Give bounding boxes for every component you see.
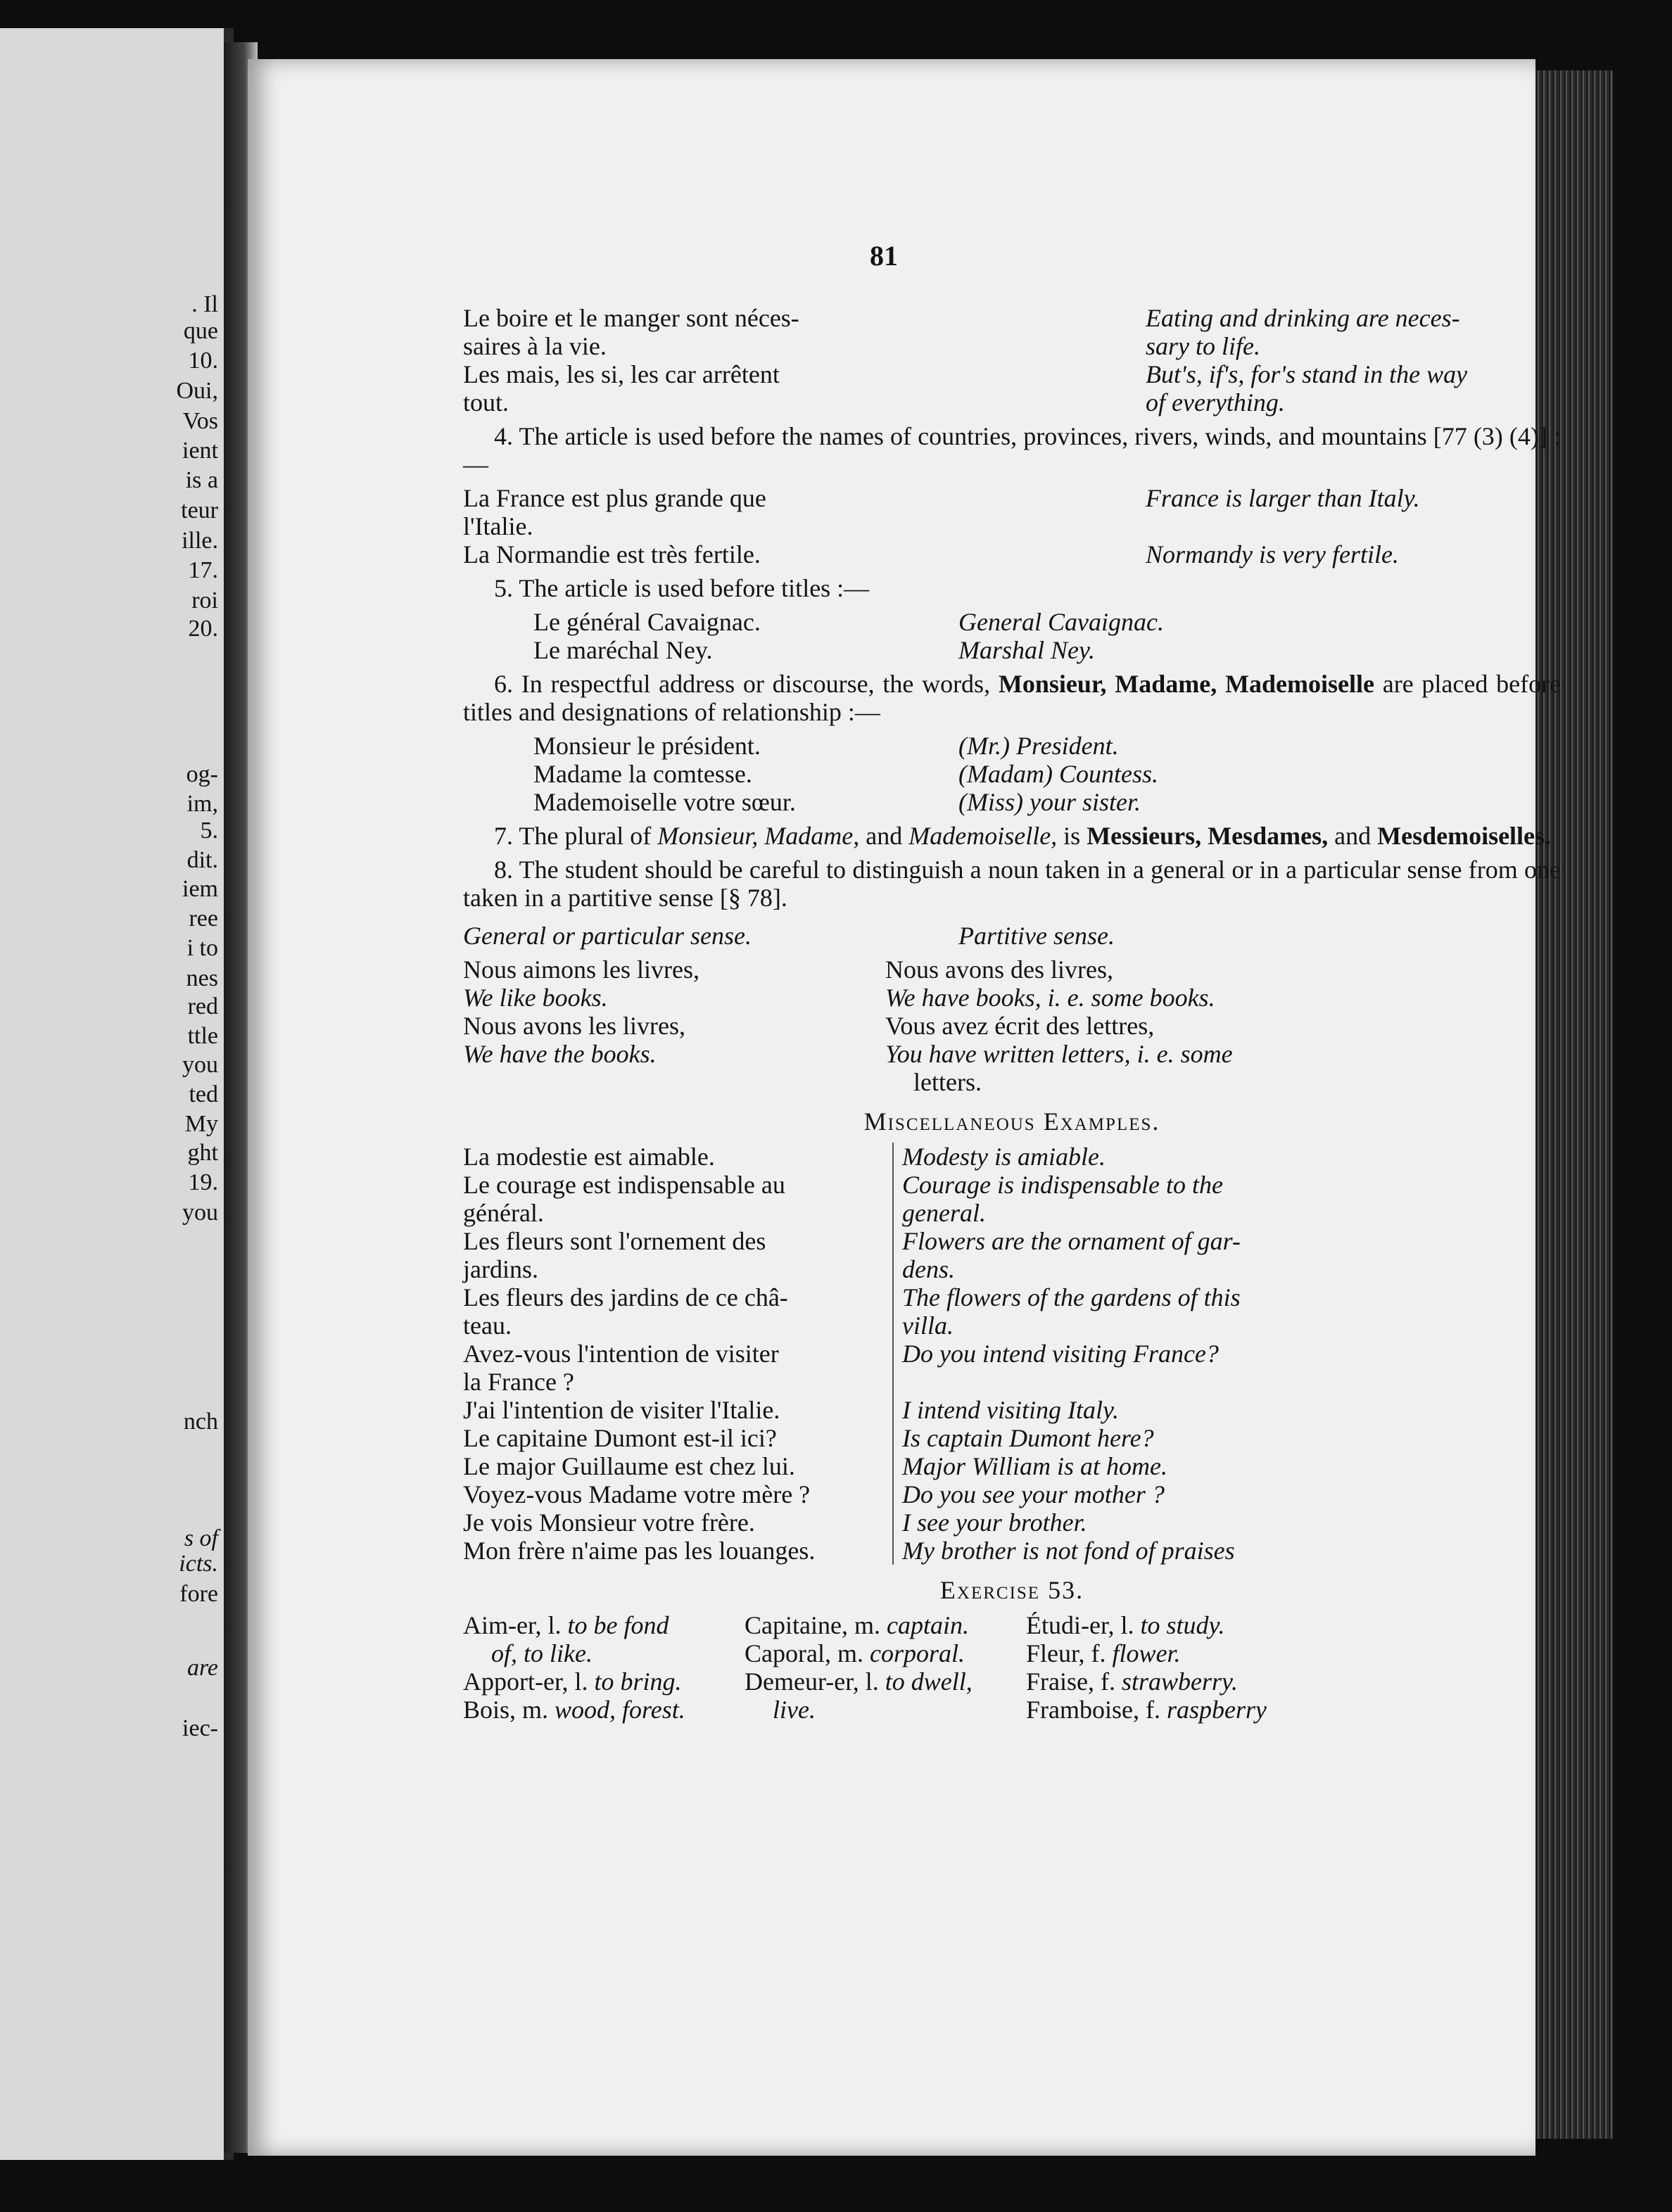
misc-examples xyxy=(463,1143,1561,1565)
facing-page-fragment: iec- xyxy=(182,1715,218,1741)
facing-page-fragment: My xyxy=(184,1111,218,1137)
vocab-meaning: to be fond xyxy=(561,1611,669,1639)
example-row xyxy=(463,304,1561,332)
french-text: Les fleurs des jardins de ce châ- xyxy=(463,1283,894,1311)
para7-is: is xyxy=(1063,822,1081,850)
facing-page-fragment: ght xyxy=(187,1140,218,1166)
vocab-meaning: to bring. xyxy=(588,1667,682,1696)
paragraph-5: 5. The article is used before titles :— xyxy=(494,574,870,602)
english-text: Is captain Dumont here? xyxy=(902,1424,1154,1452)
facing-page-fragment: og- xyxy=(186,761,218,787)
facing-page-fragment: ted xyxy=(189,1081,218,1107)
facing-page-fragment: Vos xyxy=(182,408,218,434)
vocab-entry xyxy=(463,1696,745,1724)
facing-page-fragment: nes xyxy=(186,965,218,991)
title-examples xyxy=(463,608,1561,664)
title-row xyxy=(463,608,1561,636)
misc-row xyxy=(463,1537,1561,1565)
french-text: Le maréchal Ney. xyxy=(533,636,713,664)
english-text: My brother is not fond of praises xyxy=(902,1537,1235,1565)
address-row xyxy=(463,760,1561,788)
english-text: Eating and drinking are neces- xyxy=(1146,304,1460,332)
misc-row xyxy=(463,1340,1561,1368)
para7-italic-1: Monsieur, xyxy=(657,822,759,850)
english-text: general. xyxy=(902,1199,986,1227)
french-text: Madame la comtesse. xyxy=(533,760,752,788)
french-text: Je vois Monsieur votre frère. xyxy=(463,1508,894,1537)
facing-page-fragment: are xyxy=(186,1655,218,1681)
partitive-sense-header: Partitive sense. xyxy=(958,922,1115,950)
sense-line: Nous avons des livres, xyxy=(885,955,1113,984)
facing-page-fragment: dit. xyxy=(186,847,218,873)
para7-and: and xyxy=(866,822,903,850)
french-text: La modestie est aimable. xyxy=(463,1143,894,1171)
misc-row xyxy=(463,1396,1561,1424)
english-text xyxy=(894,1368,1307,1396)
sense-line: Vous avez écrit des lettres, xyxy=(885,1012,1155,1040)
facing-page-fragment: red xyxy=(187,993,218,1019)
misc-row xyxy=(463,1199,1561,1227)
partitive-sense-column xyxy=(885,955,1233,1096)
english-text: dens. xyxy=(902,1255,955,1283)
misc-row xyxy=(463,1508,1561,1537)
vocab-meaning: flower. xyxy=(1106,1639,1181,1667)
exercise-heading: Exercise 53. xyxy=(939,1576,1084,1604)
facing-page-fragment: you xyxy=(182,1200,218,1226)
english-text: of everything. xyxy=(1146,388,1285,417)
misc-row xyxy=(463,1480,1561,1508)
vocab-word: Fleur, f. xyxy=(1026,1639,1106,1667)
sense-line: You have written letters, i. e. some xyxy=(885,1040,1233,1068)
facing-page-fragment: teur xyxy=(181,497,218,523)
english-text: Do you see your mother ? xyxy=(902,1480,1165,1508)
vocab-meaning: live. xyxy=(773,1696,816,1724)
facing-page-fragment: que xyxy=(183,318,218,344)
facing-page-fragment: 20. xyxy=(188,616,218,642)
vocab-entry xyxy=(1026,1639,1307,1667)
page-content xyxy=(463,304,1561,1724)
example-row xyxy=(463,360,1561,388)
vocab-meaning: to study. xyxy=(1134,1611,1225,1639)
facing-page-fragment: iem xyxy=(182,876,218,902)
facing-page-fragment: . Il xyxy=(191,291,218,317)
sense-line: letters. xyxy=(913,1068,982,1096)
french-text: jardins. xyxy=(463,1255,894,1283)
facing-page-fragment: icts. xyxy=(179,1551,218,1577)
facing-page-fragment: Oui, xyxy=(176,378,218,404)
vocab-word: Apport-er, l. xyxy=(463,1667,588,1696)
address-row xyxy=(463,732,1561,760)
vocab-entry xyxy=(745,1611,1026,1639)
english-text: France is larger than Italy. xyxy=(1146,484,1420,512)
vocab-meaning: strawberry. xyxy=(1115,1667,1238,1696)
para7-italic-2: Madame, xyxy=(764,822,860,850)
french-text: Mon frère n'aime pas les louanges. xyxy=(463,1537,894,1565)
vocab-word: Étudi-er, l. xyxy=(1026,1611,1134,1639)
para6-bold-2: Madame, Mademoiselle xyxy=(1115,670,1374,698)
facing-page-fragment: s of xyxy=(184,1525,218,1551)
facing-page-fragment: 10. xyxy=(188,348,218,374)
french-text: l'Italie. xyxy=(463,512,533,540)
facing-page-fragment: 5. xyxy=(200,818,218,844)
misc-row xyxy=(463,1171,1561,1199)
sense-line: Nous aimons les livres, xyxy=(463,955,699,984)
general-sense-column xyxy=(463,955,885,1096)
english-text: Marshal Ney. xyxy=(958,636,1095,664)
para7-bold-2: Mesdemoiselles. xyxy=(1377,822,1552,850)
vocab-entry xyxy=(463,1639,745,1667)
vocab-word: Aim-er, l. xyxy=(463,1611,562,1639)
english-text: Flowers are the ornament of gar- xyxy=(902,1227,1241,1255)
address-row xyxy=(463,788,1561,816)
misc-row xyxy=(463,1255,1561,1283)
french-text: Le major Guillaume est chez lui. xyxy=(463,1452,894,1480)
sense-line: We like books. xyxy=(463,984,608,1012)
misc-row xyxy=(463,1311,1561,1340)
sense-line: We have books, i. e. some books. xyxy=(885,984,1215,1012)
vocab-word: Caporal, m. xyxy=(745,1639,863,1667)
example-row xyxy=(463,484,1561,512)
para6-bold-1: Monsieur, xyxy=(998,670,1107,698)
english-text: Major William is at home. xyxy=(902,1452,1167,1480)
english-text: (Mr.) President. xyxy=(958,732,1119,760)
english-text: The flowers of the gardens of this xyxy=(902,1283,1241,1311)
french-text: général. xyxy=(463,1199,894,1227)
sense-headers xyxy=(463,922,1561,950)
misc-row xyxy=(463,1227,1561,1255)
french-text: saires à la vie. xyxy=(463,332,607,360)
para7-italic-3: Mademoiselle, xyxy=(908,822,1058,850)
french-text: Mademoiselle votre sœur. xyxy=(533,788,796,816)
address-examples xyxy=(463,732,1561,816)
misc-heading: Miscellaneous Examples. xyxy=(863,1107,1160,1136)
sense-line: We have the books. xyxy=(463,1040,657,1068)
vocab-word: Fraise, f. xyxy=(1026,1667,1115,1696)
facing-page-fragment: ttle xyxy=(187,1023,218,1049)
vocab-meaning: raspberry xyxy=(1160,1696,1267,1724)
misc-row xyxy=(463,1452,1561,1480)
french-text: Monsieur le président. xyxy=(533,732,761,760)
french-text: Les fleurs sont l'ornement des xyxy=(463,1227,894,1255)
english-text: Modesty is amiable. xyxy=(902,1143,1106,1171)
english-text: I intend visiting Italy. xyxy=(902,1396,1119,1424)
para6-text: 6. In respectful address or discourse, the words, xyxy=(494,670,991,698)
french-text: Avez-vous l'intention de visiter xyxy=(463,1340,894,1368)
vocab-meaning: captain. xyxy=(880,1611,969,1639)
examples-b xyxy=(463,484,1561,568)
facing-page-fragment: im, xyxy=(186,791,218,817)
vocab-word: Capitaine, m. xyxy=(745,1611,880,1639)
vocab-entry xyxy=(463,1667,745,1696)
french-text: tout. xyxy=(463,388,509,417)
french-text: teau. xyxy=(463,1311,894,1340)
facing-page-fragment: nch xyxy=(183,1409,218,1435)
french-text: Le général Cavaignac. xyxy=(533,608,761,636)
english-text: General Cavaignac. xyxy=(958,608,1164,636)
facing-page-fragment: roi xyxy=(191,587,218,614)
examples-a xyxy=(463,304,1561,417)
para7-bold-1: Messieurs, Mesdames, xyxy=(1087,822,1329,850)
english-text: I see your brother. xyxy=(902,1508,1087,1537)
english-text: But's, if's, for's stand in the way xyxy=(1146,360,1468,388)
paragraph-8: 8. The student should be careful to distinguish a noun taken in a general or in a particular sense from one taken in a partitive sense [§ 78]. xyxy=(463,856,1561,912)
vocab-entry xyxy=(1026,1611,1307,1639)
misc-row xyxy=(463,1368,1561,1396)
vocab-meaning: corporal. xyxy=(863,1639,965,1667)
facing-page-fragment: ient xyxy=(182,438,218,464)
facing-page xyxy=(0,28,234,2160)
vocab-entry xyxy=(463,1611,745,1639)
sense-columns xyxy=(463,955,1561,1096)
facing-page-fragment: 19. xyxy=(188,1169,218,1195)
vocab-word: Demeur-er, l. xyxy=(745,1667,879,1696)
example-row xyxy=(463,540,1561,568)
french-text: Le courage est indispensable au xyxy=(463,1171,894,1199)
general-sense-header: General or particular sense. xyxy=(463,922,752,950)
para6-text-2: are placed before titles and designations of relationship :— xyxy=(463,670,1562,726)
title-row xyxy=(463,636,1561,664)
example-row xyxy=(463,388,1561,417)
vocab-meaning: of, to like. xyxy=(491,1639,593,1667)
english-text: Normandy is very fertile. xyxy=(1146,540,1399,568)
english-text xyxy=(1146,512,1561,540)
english-text: (Miss) your sister. xyxy=(958,788,1141,816)
french-text: la France ? xyxy=(463,1368,894,1396)
facing-page-fragment: fore xyxy=(179,1581,218,1607)
misc-row xyxy=(463,1143,1561,1171)
french-text: Le capitaine Dumont est-il ici? xyxy=(463,1424,894,1452)
french-text: J'ai l'intention de visiter l'Italie. xyxy=(463,1396,894,1424)
french-text: La Normandie est très fertile. xyxy=(463,540,761,568)
french-text: Le boire et le manger sont néces- xyxy=(463,304,799,332)
vocab-entry xyxy=(745,1696,1026,1724)
facing-page-fragment: is a xyxy=(185,467,218,493)
vocab-entry xyxy=(745,1639,1026,1667)
facing-page-fragment: you xyxy=(182,1052,218,1078)
english-text: Do you intend visiting France? xyxy=(902,1340,1219,1368)
facing-page-fragment: i to xyxy=(186,935,218,961)
page-number: 81 xyxy=(870,240,898,272)
english-text: villa. xyxy=(902,1311,954,1340)
english-text: sary to life. xyxy=(1146,332,1260,360)
sense-line: Nous avons les livres, xyxy=(463,1012,685,1040)
vocab-entry xyxy=(745,1667,1026,1696)
facing-page-fragment: ille. xyxy=(182,528,218,554)
vocabulary xyxy=(463,1611,1561,1724)
vocab-entry xyxy=(1026,1696,1307,1724)
paragraph-7 xyxy=(463,822,1561,850)
facing-page-fragment: 17. xyxy=(188,557,218,583)
vocab-word: Framboise, f. xyxy=(1026,1696,1160,1724)
vocab-meaning: wood, forest. xyxy=(548,1696,685,1724)
english-text: Courage is indispensable to the xyxy=(902,1171,1223,1199)
paragraph-6 xyxy=(463,670,1561,726)
vocab-entry xyxy=(1026,1667,1307,1696)
misc-row xyxy=(463,1283,1561,1311)
paragraph-4: 4. The article is used before the names of countries, provinces, rivers, winds, and mountains [77 (3) (4)] :— xyxy=(463,422,1561,478)
misc-row xyxy=(463,1424,1561,1452)
example-row xyxy=(463,512,1561,540)
french-text: Les mais, les si, les car arrêtent xyxy=(463,360,780,388)
vocab-word: Bois, m. xyxy=(463,1696,549,1724)
french-text: La France est plus grande que xyxy=(463,484,766,512)
facing-page-fragment: ree xyxy=(189,905,218,932)
para7-text: 7. The plural of xyxy=(494,822,652,850)
vocab-meaning: to dwell, xyxy=(878,1667,973,1696)
para7-and-2: and xyxy=(1334,822,1372,850)
example-row xyxy=(463,332,1561,360)
french-text: Voyez-vous Madame votre mère ? xyxy=(463,1480,894,1508)
english-text: (Madam) Countess. xyxy=(958,760,1158,788)
